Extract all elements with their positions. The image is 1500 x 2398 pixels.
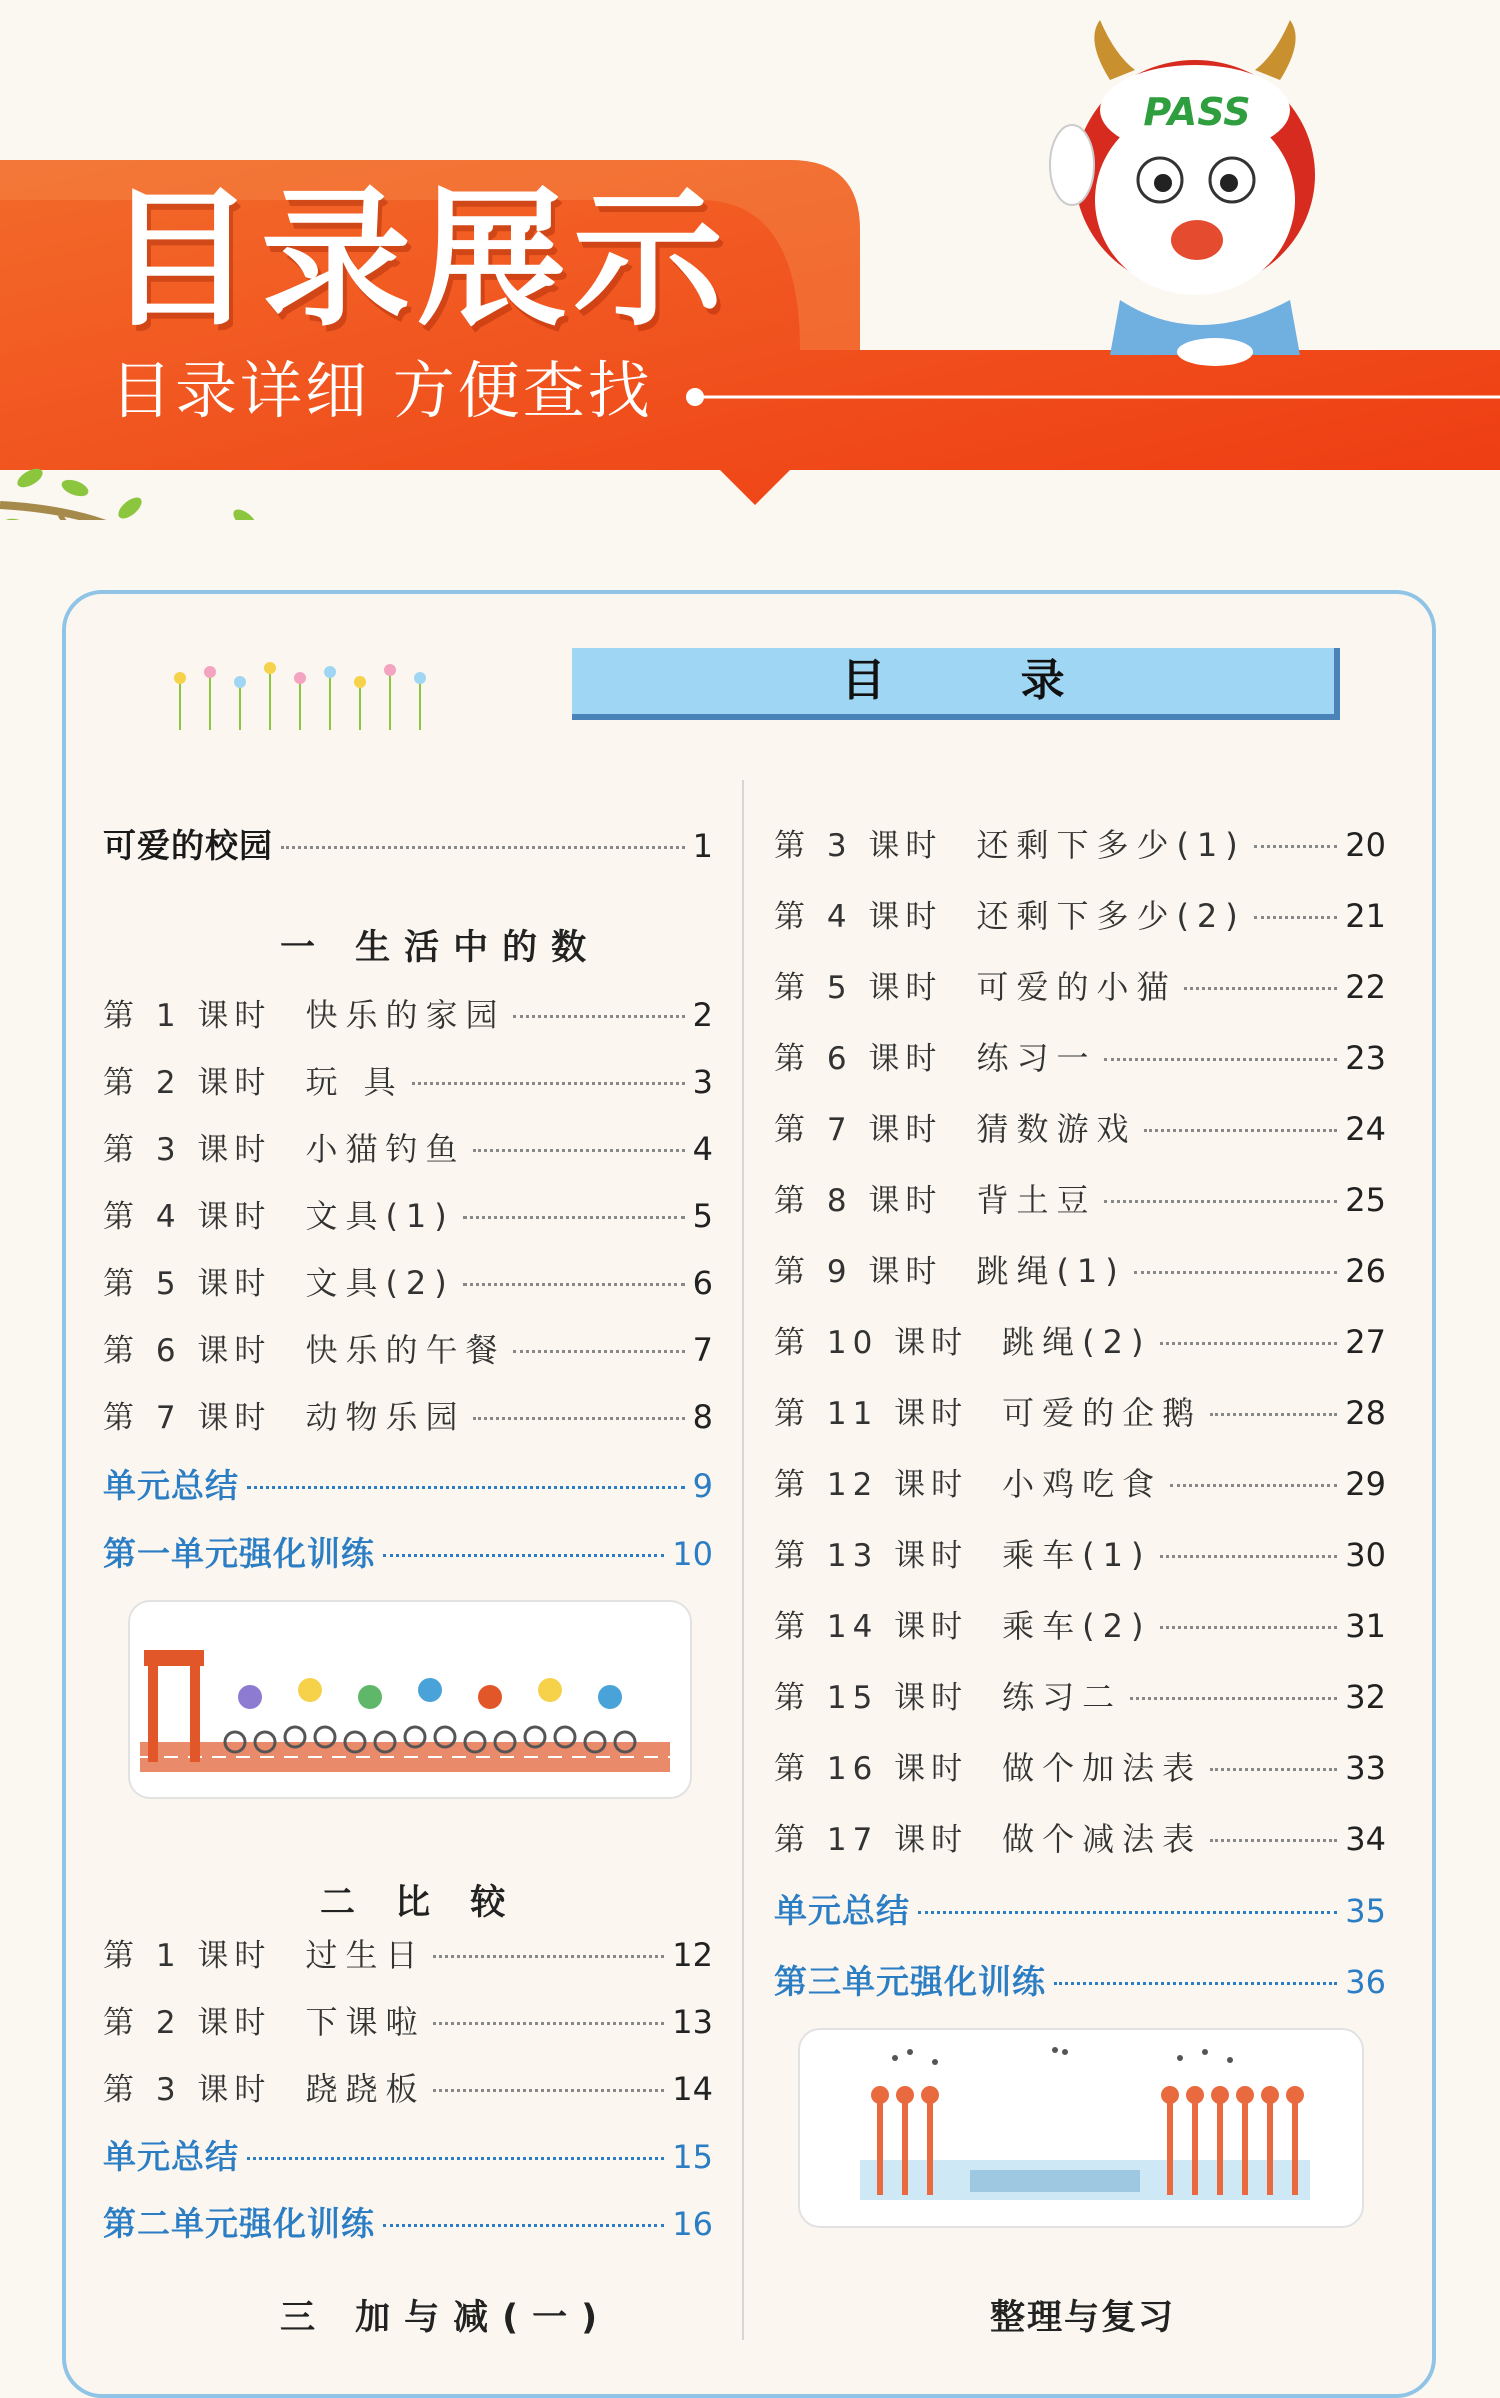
toc-entry[interactable]: 第 17 课时 做个减法表 34 bbox=[774, 1820, 1386, 1858]
unit-heading-2: 二 比 较 bbox=[320, 1883, 520, 1923]
mascot-illustration bbox=[1050, 20, 1315, 366]
toc-entry[interactable]: 第 14 课时 乘车(2) 31 bbox=[774, 1607, 1386, 1645]
toc-entry[interactable]: 第 6 课时 练习一 23 bbox=[774, 1039, 1386, 1077]
toc-entry[interactable]: 第 3 课时 还剩下多少(1) 20 bbox=[774, 826, 1386, 864]
toc-entry[interactable]: 第 3 课时 小猫钓鱼 4 bbox=[103, 1130, 713, 1168]
toc-entry-summary[interactable]: 单元总结 9 bbox=[103, 1466, 713, 1505]
toc-entry[interactable]: 第 9 课时 跳绳(1) 26 bbox=[774, 1252, 1386, 1290]
toc-entry[interactable]: 第 4 课时 还剩下多少(2) 21 bbox=[774, 897, 1386, 935]
review-heading: 整理与复习 bbox=[990, 2298, 1176, 2338]
toc-entry[interactable]: 第 15 课时 练习二 32 bbox=[774, 1678, 1386, 1716]
entry-title: 可爱的校园 bbox=[103, 826, 273, 865]
toc-entry-summary[interactable]: 单元总结 15 bbox=[103, 2137, 713, 2176]
toc-entry[interactable]: 第 4 课时 文具(1) 5 bbox=[103, 1197, 713, 1235]
banner-subtitle: 目录详细 方便查找 bbox=[110, 354, 653, 427]
toc-entry[interactable]: 第 13 课时 乘车(1) 30 bbox=[774, 1536, 1386, 1574]
leader-dots bbox=[281, 846, 685, 849]
toc-entry[interactable]: 第 10 课时 跳绳(2) 27 bbox=[774, 1323, 1386, 1361]
toc-entry[interactable]: 第 2 课时 玩 具 3 bbox=[103, 1063, 713, 1101]
toc-entry-summary[interactable]: 单元总结 35 bbox=[774, 1891, 1386, 1930]
toc-entry[interactable]: 第 6 课时 快乐的午餐 7 bbox=[103, 1331, 713, 1369]
cycling-illustration bbox=[128, 1600, 692, 1799]
toc-entry-intro[interactable] bbox=[103, 820, 713, 867]
unit-heading-1: 一 生活中的数 bbox=[280, 928, 601, 968]
toc-entry-training[interactable]: 第三单元强化训练 36 bbox=[774, 1962, 1386, 2001]
svg-text:PASS: PASS bbox=[1143, 90, 1251, 134]
column-divider bbox=[742, 780, 744, 2340]
toc-entry[interactable]: 第 8 课时 背土豆 25 bbox=[774, 1181, 1386, 1219]
header-banner bbox=[0, 0, 1500, 520]
toc-entry-training[interactable]: 第二单元强化训练 16 bbox=[103, 2204, 713, 2243]
toc-entry[interactable]: 第 16 课时 做个加法表 33 bbox=[774, 1749, 1386, 1787]
flowers-decoration bbox=[160, 650, 460, 740]
toc-entry[interactable]: 第 7 课时 动物乐园 8 bbox=[103, 1398, 713, 1436]
toc-header: 目 录 bbox=[572, 648, 1340, 720]
toc-entry[interactable]: 第 3 课时 跷跷板 14 bbox=[103, 2070, 713, 2108]
toc-entry[interactable]: 第 11 课时 可爱的企鹅 28 bbox=[774, 1394, 1386, 1432]
ferris-illustration bbox=[798, 2028, 1364, 2228]
toc-entry[interactable]: 第 1 课时 过生日 12 bbox=[103, 1936, 713, 1974]
toc-entry-training[interactable]: 第一单元强化训练 10 bbox=[103, 1534, 713, 1573]
entry-page: 1 bbox=[692, 827, 713, 865]
toc-entry[interactable]: 第 5 课时 文具(2) 6 bbox=[103, 1264, 713, 1302]
banner-title: 目录展示 bbox=[105, 173, 730, 347]
toc-entry[interactable]: 第 2 课时 下课啦 13 bbox=[103, 2003, 713, 2041]
toc-entry[interactable]: 第 1 课时 快乐的家园 2 bbox=[103, 996, 713, 1034]
toc-entry[interactable]: 第 7 课时 猜数游戏 24 bbox=[774, 1110, 1386, 1148]
toc-entry[interactable]: 第 5 课时 可爱的小猫 22 bbox=[774, 968, 1386, 1006]
toc-entry[interactable]: 第 12 课时 小鸡吃食 29 bbox=[774, 1465, 1386, 1503]
unit-heading-3: 三 加与减(一) bbox=[280, 2298, 612, 2338]
